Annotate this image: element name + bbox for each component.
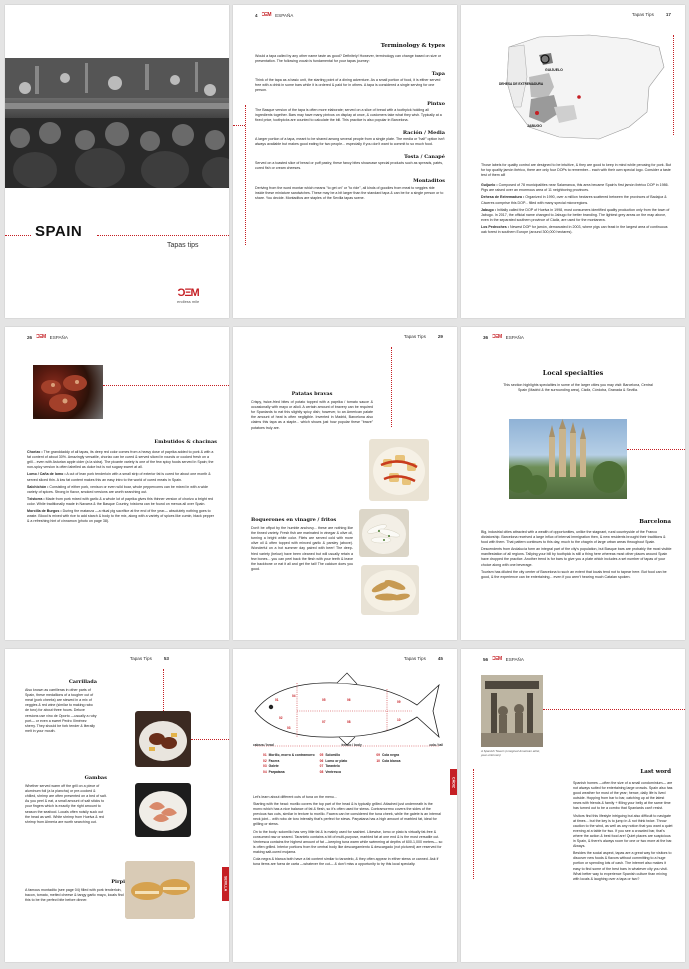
cut-legend-item: 09 Cola negra [376,753,400,757]
embutidos-text [27,439,217,526]
margin-dotted-line [473,769,474,879]
bar-crowd-photo [5,58,229,188]
cut-legend-item: 06 Lomo or plato [319,758,348,763]
tuna-region-labels [253,743,443,747]
city-heading: Barcelona [639,519,671,525]
last-word-text [573,781,673,884]
svg-text:08: 08 [347,720,351,724]
meat-name: Txistorra [27,496,43,501]
dish-body: Don't be offput by the humble anchovy... these are nothing like the tinned variety. Fresh fish are marinated in vinegar & olive oil, turning a bright white color. Filets are served cold with more olive oil & often topped with minced garlic & parsley (above). Wonderful on a hot summer day paired with beer! The deep-fried variety (below) have been cleaned but will usually retain a few bones... you can peel back the flesh with your teeth & leave the backbone or eat it all and get the tail! The calcium does you good. [251,526,354,571]
cut-legend-item: 10 Cola blanca [376,758,401,763]
page-header [404,656,443,661]
page-header [255,12,293,18]
svg-text:03: 03 [287,726,291,730]
bravas-text [251,391,373,433]
running-title: Tapas Tips [403,656,426,661]
svg-text:01: 01 [275,698,279,702]
brand-logo [177,287,199,304]
header-logo: ƆΞM [492,334,502,340]
section-heading: Local specialties [542,369,604,377]
barcelona-photo [509,419,627,499]
map-label: DEHESA DE EXTREMADURA [499,82,544,86]
photo-dotted-rule [543,709,685,710]
dish-title: Pirpi [111,879,125,885]
gambas-text [25,775,107,827]
title-dotted-rule [5,235,31,236]
svg-text:09: 09 [397,700,401,704]
cover-subtitle: Tapas tips [167,242,199,249]
dop-body: • Newest DOP for jamón, demarcated in 2003, where pigs can feast in the largest area of continuous oak forest in southern Europe (around 300,000 hectares). [481,224,668,235]
term-title: Tapa [431,71,445,78]
term-body: A larger portion of a tapa, meant to be shared among several people from a single plate. The media or "half" option isn't always available but makes good eating for two people... especially if you don't want to commit to so much food. [255,136,445,147]
page-number: 56 [483,656,489,662]
dop-body: • Composed of 78 municipalities near Salamanca, this area became Spain's first jamón ibérico DOP in 1986. Pigs are raised over an enormous area of 11 neighboring provinces. [481,183,669,193]
page-sevilla [5,649,229,962]
dish-title: Patatas bravas [291,391,333,397]
cut-legend-item: 08 Ventresca [319,769,341,774]
page-dop-map [461,5,685,318]
term-body: Served on a toasted slice of bread or puff pastry, these fancy bites showcase special products such as spreads, patés, cured fish or cream cheeses. [255,161,444,171]
terminology-text [255,43,445,203]
intro-paragraph: This section highlights specialties in some of the larger cities you may visit: Barcelona, Central Spain (Madrid & the surrounding area), Cádiz, Córdoba, Granada & Sevilla. [503,383,653,393]
body-paragraph: Starting with the head: morillo covers the top part of the head & is typically grilled. Attached just underneath is the morro which has a nice balance of fat & flesh, so it's often used for stews. Contramorrmo covers the sides of the previous two cuts, similar in texture to morillo. Facera can be considered the tuna cheek, while the galete is an internal neck joint... with robo de toro intensity that's perfect for stews. Parpatana has a high amount of marbled fat, ideal for grilling or stews. [253,802,441,827]
page-local-specialties [461,327,685,640]
cut-legend-item: 03 Galete [263,764,279,768]
dish-title: Carrillada [68,679,97,685]
cut-legend-item: 07 Tarantelo [319,764,340,768]
body-paragraph: Visitors find this lifestyle intriguing but also difficult to navigate at times... but the key is to jump in & not think twice. Throw caution to the wind, as well as any notion that you want a quiet evening at a table for two. If you see a crowded bar, that's where the action & best food are! Quiet places are suspicious in Spain, & there's always room for one or two more at the bar. Always. [573,813,673,849]
meat-item [27,497,217,507]
page-last-word [461,649,685,962]
body-paragraph: Let's learn about different cuts of tuna on the menu... [253,795,337,799]
meat-item [27,485,217,495]
section-heading: Embutidos & chacinas [154,439,217,445]
term-body: The Basque version of the tapa is often more elaborate; served on a slice of bread with a toothpick holding all ingredients together. Bars may have many pintxos on display at once, & customers take what they wish. Typically at a fixed price, toothpicks are counted to calculate the bill. This practice is also popular in Barcelona. [255,107,442,122]
dop-item [481,183,671,193]
svg-text:07: 07 [322,720,326,724]
dish-body: A famous montadito (see page 04) filled with pork tenderloin, bacon, tomato, melted cheese & tangy garlic mayo, locals find this to be the perfect bite before dinner. [25,888,124,903]
cut-legend-item: 05 Solomillo [319,753,341,757]
margin-dotted-line [673,35,674,135]
dish-body: Whether served warm off the grill on a piece of aluminum foil (a la plancha) or pre-cooked & chilled, shrimp are often presented on a bed of salt. As you peel & eat, a small amount of salt sticks to your fingers which is exactly the right amount to season the seafood. Locals often noisily suck out the head as well. White shrimp from Huelva & red shrimp from Almería are worth searching out. [25,784,107,824]
city-tab: CÁDIZ [450,769,457,795]
body-paragraph: Spanish homes —often the size of a small condominium— are not always suited for entertaining large crowds. Spain also has good weather for most of the year; hence, daily life is lived outside. Hopping from bar to bar, catching up at the latest news with friends & family + filling your belly at the same time has turned out to be a combo that Spaniards can't resist. [573,781,673,811]
page-header [483,656,524,662]
margin-dotted-line [391,347,392,427]
svg-text:10: 10 [397,718,401,722]
tavern-illustration [481,675,543,747]
section-heading: Last word [640,769,671,775]
photo-dotted-rule [627,449,685,450]
meat-item [27,472,217,482]
city-tab: SEVILLA [222,867,229,901]
section-label: ESPAÑA [505,334,524,340]
dish-body: Crispy, twice-fried bites of potato topped with a paprika / tomato sauce & occasionally with mayo or alioli. A certain amount of bravery can be required for Spaniards to eat this slightly spicy dish; however, to an American palate the amount of heat is often negligible. Invented in Madrid, Barcelona also claims this tapa as a staple... which shows just how popular these "brave" potatoes truly are. [251,400,373,430]
header-logo: ƆΞM [492,656,502,662]
map-label: JABUGO [527,124,542,128]
running-title: Tapas Tips [631,12,654,17]
meat-name: Morcilla de Burgos [27,509,60,514]
page-number: 36 [483,334,489,340]
body-paragraph: Tourism has diluted the city center of Barcelona to such an extent that locals tend not to tapear here. But food can be good, & the experience can be entertaining... even if you aren't hearing much Catalan spoken. [481,569,667,579]
page-header [632,12,671,17]
page-terminology [233,5,457,318]
page-number: 53 [163,656,169,661]
running-title: Tapas Tips [129,656,152,661]
page-number: 4 [255,12,258,18]
logo-mark: ƆΞM [177,287,199,299]
bar-photo-art [5,58,229,188]
tuna-cuts-legend [263,753,433,774]
meat-body: • The granddaddy of all tapas, its deep red color comes from a heavy dose of paprika added to pork & with a fat content of about 30%. Amazingly versatile, chorizo can be cured & served sliced in rounds or cooked fresh on a grill... even with Asturian apple cider (a la sidra). The picante variety is one of the few spicy foods served in Spain; the non-spicy version is often labelled as dulce but is not sugary sweet at all. [27,450,214,470]
term-body: Think of the tapa as a basic unit, the starting point of a dining adventure. As a small portion of food, it is either served free with a drink in some bars while it is ordered & paid for in others. A tapa is considered a single serving for one person. [255,78,441,93]
pirpi-photo [125,861,195,919]
dop-item [481,208,671,223]
page-header [483,334,524,340]
region-label: cola / tail [429,743,443,747]
intro-paragraph: Would a tapa called by any other name taste as good? Definitely! However, terminology can change based on size or presentation. The following vocab is fundamental for your tapas journey: [255,53,442,64]
boquerones-text [251,517,353,574]
dop-name: Jabugo [481,207,494,212]
page-header [404,334,443,339]
svg-text:06: 06 [347,698,351,702]
region-label: cabeza / head [253,743,274,747]
logo-tagline: endless mile [177,299,200,304]
margin-dotted-tick [233,125,245,126]
illustration-caption: A Spanish Tavern (unsigned American artist, year unknown) [481,749,541,758]
pirpi-text [25,879,125,905]
carrillada-text [25,679,97,736]
running-title: Tapas Tips [403,334,426,339]
title-dotted-rule-right [97,235,229,236]
region-label: tronco / body [341,743,362,747]
patatas-bravas-photo [369,439,429,501]
dish-title: Boquerones en vinagre / fritos [251,517,337,523]
meat-body: • Made from pork mixed with garlic & a whole lot of paprika gives this thinner version of chorizo a bright red color. While traditionally made in Navarra & the Basque Country, txistorra can be found on menus all over Spain. [27,496,214,506]
meat-item [27,450,217,470]
spain-dop-map [499,27,674,147]
body-paragraph: Descendents from Andalucía form an integral part of the city's population, but Basque bars are probably the most visible manifestation of all regions. Tallying your bill by toothpick is still a thing here whereas most other places around Spain have dropped the practice. Another trend is for bars to give you a plate which includes a set number of tapas of your choice along with one beverage. [481,547,672,567]
section-label: ESPAÑA [275,12,294,18]
dish-body: Also known as carrilleras in other parts of Spain, these medallions of a tougher cut of meat (pork cheeks) are stewed in a mix of veggies & red wine (similar to making rabo de toro) for about three hours. Deluxe versions use vino de Oporto —usually a ruby port— or even a sweet Pedro Ximénez sherry. They should be fork tender & literally melt in your mouth. [25,688,97,733]
term-title: Montaditos [413,178,445,185]
term-body: Deriving from the word montar which means "to get on" or "to ride", all kinds of goodies from meat to veggies ride inside these miniature sandwiches. These may be a bit larger than the standard tapa & can be for a single person or to share. You decide. Montaditos are staples of the Sevilla tapas scene. [255,185,444,200]
page-tuna-cuts [233,649,457,962]
section-label: ESPAÑA [505,656,524,662]
term-title: Pintxo [427,100,445,107]
page-embutidos [5,327,229,640]
page-bravas-boquerones [233,327,457,640]
term-title: Tosta / Canapé [404,154,445,161]
intro-paragraph: Those labels for quality control are designed to be intuitive, & they are good to keep in mind while perusing for pork. But for top quality jamón ibérico, there are only four DOPs to remember... each with their own special logo. Consider a taste test of them all! [481,163,671,178]
dop-name: Dehesa de Extremadura [481,195,522,200]
cover-title: SPAIN [35,223,83,240]
page-number: 45 [437,656,443,661]
boquerones-photo [359,509,409,557]
dop-item [481,225,671,235]
dop-name: Guijuelo [481,183,496,188]
dop-body: • Initially called the DOP of Huelva in 1998, most consumers identified quality production only from the town of Jabugo. In 2017, the official name changed to Jabugo for better branding. The lightest grey areas on the map above, even in the separated southern province of Cádiz, are used for the montanera. [481,207,670,222]
page-number: 26 [27,334,33,340]
meat-body: • Consisting of either pork, venison or even wild boar, whole peppercorns can be mixed in with a wide variety of spices. Strong in flavor, smoked versions are worth searching out. [27,484,209,494]
cured-meats-photo [33,365,103,419]
meat-name: Lomo / Caña de lomo [27,472,64,477]
meat-body: • A cut of lean pork tenderloin with a small strip of exterior fat is cured for about one month & served sliced thin. A low fat content makes this an easy intro to the world of cured meats in Spain. [27,472,211,482]
page-number: 17 [665,12,671,17]
meat-name: Chorizo [27,450,41,455]
dish-title: Gambas [84,775,107,781]
cover-page [5,5,229,318]
cut-legend-item: 01 Morillo, morro & contramorro [263,753,315,757]
cut-legend-item: 04 Parpatana [263,769,285,774]
tuna-diagram [247,671,447,749]
section-label: ESPAÑA [49,334,68,340]
photo-dotted-rule [103,385,229,386]
meat-body: • During the matanza —a ritual pig sacrifice at the end of the year— absolutely nothing goes to waste. Blood is mixed with rice to add starch & body to the mix, along with a variety of spices like cumin, black pepper & a refreshing hint of cinnamon (photo on page 38). [27,509,214,524]
margin-dotted-line [245,105,246,245]
dop-item [481,195,671,205]
cut-legend-item: 02 Facera [263,758,280,763]
svg-text:02: 02 [279,716,283,720]
body-paragraph: Cola negra & blanca both have a fat content similar to tarantelo, & they often appear in either stews or canned. Ask if tuna items are fuera de carta —whatever the cut— & don't miss a opportunity to try this local specialty. [253,857,439,867]
dop-name: Los Pedroches [481,224,507,229]
meat-item [27,509,217,524]
map-label: GUIJUELO [545,68,563,72]
dop-body: • Organized in 1990, over a million hectares scattered between the provinces of Badajoz & Cáceres comprise this DOP... filled with many special microregions. [481,195,667,205]
term-title: Ración / Media [402,129,445,136]
tuna-text [253,795,443,869]
page-number: 29 [437,334,443,339]
header-logo: ƆΞM [36,334,46,340]
barcelona-text [481,530,673,582]
margin-dotted-line [163,669,164,715]
header-logo: ƆΞM [261,12,272,18]
body-paragraph: Besides the social aspect, tapas are a great way for visitors to discover new foods & flavors without committing to a huge portion or spending lots of cash. The internet also makes it easy to find some of the best bars in whatever city you visit. What better way to experience Spanish culture than mixing with locals & laughing over a tapa or two? [573,851,672,881]
body-paragraph: Big, industrial cities attracted with a wealth of opportunities, unlike the stagnant, rural countryside of the Franco dictatorship. Barcelona received a large influx of internal immigration then, & new residents brought their traditions & food with them. That pattern continues to this day, much to the chagrin of large urban areas throughout Spain. [481,530,666,545]
carrillada-photo [135,711,191,767]
meat-name: Salchichón [27,484,47,489]
section-heading: Terminology & types [380,43,445,49]
page-header [27,334,68,340]
gambas-photo [135,783,191,837]
svg-text:05: 05 [322,698,326,702]
dop-text [481,163,671,237]
page-header [130,656,169,661]
photo-dotted-rule [191,739,229,740]
body-paragraph: On to the body: solomillo has very little fat & is mainly used for sashimi. Likewise, lomo or plato is virtually fat-free & consumed raw or seared. Tarantelo contains a bit of multi-purpose, marbled fat at one end & is the most versatile cut. Ventresca contains the highest amount of fat —keeping tuna warm while swimming at depths of 600-1,000 meters— so is often grilled. Interior portions from the central body like descargamiento & descargado (not pictured) are reserved for making salt-cured mojama. [253,829,443,854]
svg-text:04: 04 [292,694,296,698]
fried-fish-photo [361,565,419,615]
